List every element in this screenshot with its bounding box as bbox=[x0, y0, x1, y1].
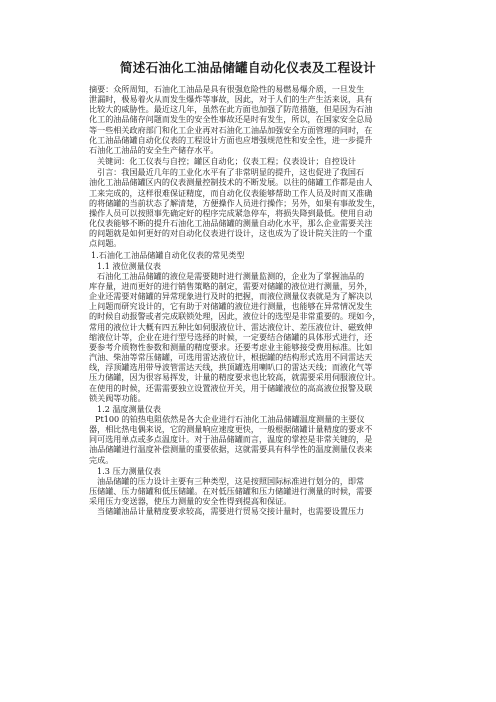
paragraph-line: 压力储罐，因为很容易挥发，计量的精度要求也比较高，就需要采用伺服液位计。 bbox=[89, 372, 381, 383]
paragraph-line: 常用的液位计大概有四五种比如伺服液位计、雷达液位计、差压液位计、磁致伸 bbox=[89, 321, 373, 332]
paragraph-line: 工来完成的，这样很难保证精度，而自动化仪表能够帮助工作人员及时而又准确 bbox=[89, 187, 373, 198]
article-body bbox=[89, 84, 411, 517]
paragraph-line: 企业还需要对储罐的异常现象进行及时的把握，而液位测量仪表就是为了解决以 bbox=[89, 291, 373, 302]
abstract-line: 摘要：众所周知，石油化工油品是具有很强危险性的易燃易爆介质，一旦发生 bbox=[89, 84, 365, 94]
paragraph-line: 的问题就是如何更好的对自动化仪表进行设计，这也成为了设计院关注的一个重 bbox=[89, 228, 373, 239]
subsection-heading: 1.3 压力测量仪表 bbox=[97, 465, 162, 476]
paragraph-line: 库存量，进而更好的进行销售策略的制定，需要对储罐的液位进行测量，另外， bbox=[89, 280, 373, 291]
paragraph-line: 汽油、柴油等常压储罐，可选用雷达液位计，根据罐的结构形式选用不同雷达天 bbox=[89, 352, 373, 363]
paragraph-line: 缩液位计等，企业在进行型号选择的时候，一定要结合储罐的具体形式进行，还 bbox=[89, 331, 373, 342]
article-title: 简述石油化工油品储罐自动化仪表及工程设计 bbox=[119, 60, 376, 75]
paragraph-line: 的将储罐的当前状态了解清楚，方便操作人员进行操作；另外，如果有事故发生， bbox=[89, 197, 381, 208]
paragraph-line: 器，相比热电偶来说，它的测量响应速度更快，一般根据储罐计量精度的要求不 bbox=[89, 424, 373, 435]
paragraph-line: 压储罐、压力储罐和低压储罐。在对低压储罐和压力储罐进行测量的时候，需要 bbox=[89, 486, 373, 497]
paragraph-line: 油品储罐进行温度补偿测量的重要依据，这就需要具有科学性的温度测量仪表来 bbox=[89, 444, 373, 455]
paragraph-line: Pt100 的铂热电阻依然是各大企业进行石油化工油品储罐温度测量的主要仪 bbox=[95, 414, 365, 424]
paragraph-line: 线，浮顶罐选用带导波管雷达天线，拱顶罐选用喇叭口的雷达天线；而液化气等 bbox=[89, 362, 373, 373]
abstract-line: 石油化工油品的安全生产储存水平。 bbox=[89, 144, 219, 155]
paragraph-line: 同可选用单点或多点温度计。对于油品储罐而言，温度的掌控是非常关键的，是 bbox=[89, 434, 373, 445]
keywords-line: 关键词：化工仪表与自控；罐区自动化；仪表工程；仪表设计；自控设计 bbox=[97, 156, 357, 167]
paragraph-line: 在使用的时候，还需需要独立设置液位开关，用于储罐液位的高高液位报警及联 bbox=[89, 382, 373, 393]
subsection-heading: 1.2 温度测量仪表 bbox=[97, 403, 162, 414]
paragraph-line: 完成。 bbox=[89, 454, 114, 465]
paragraph-line: 上问题而研究设计的，它有助于对储罐的液位进行测量，也能够在异常情况发生 bbox=[89, 301, 373, 312]
abstract-line: 化工油品储罐自动化仪表的工程设计方面也应增强规范性和安全性，进一步提升 bbox=[89, 134, 373, 145]
paragraph-line: 要参考介质物性参数和测量的精度要求。还要考虑业主能够接受费用标准。比如 bbox=[89, 341, 373, 352]
paragraph-line: 的时候自动报警或者完成联锁处理，因此，液位计的选型是非常重要的。现如今， bbox=[89, 311, 381, 322]
paragraph-line: 油品储罐的压力设计主要有三种类型，这是按照国际标准进行划分的，即常 bbox=[97, 475, 365, 486]
paragraph-line: 采用压力变送器，使压力测量的安全性得到提高和保证。 bbox=[89, 496, 292, 507]
paragraph-line: 点问题。 bbox=[89, 238, 122, 249]
abstract-line: 比较大的威胁性。最近这几年，虽然在此方面也加强了防范措施，但是因为石油 bbox=[89, 104, 373, 115]
subsection-heading: 1.1 液位测量仪表 bbox=[97, 260, 162, 271]
abstract-line: 化工的油品储存问题而发生的安全性事故还是时有发生，所以，在国家安全总局 bbox=[89, 114, 373, 125]
abstract-line: 等一些相关政府部门和化工企业再对石油化工油品加强安全方面管理的同时，在 bbox=[89, 124, 373, 135]
paragraph-line: 石油化工油品储罐的液位是需要随时进行测量监测的，企业为了掌握油品的 bbox=[97, 270, 365, 281]
paragraph-line: 锁关阀等功能。 bbox=[89, 392, 146, 403]
abstract-line: 泄漏时，极易着火从而发生爆炸等事故，因此，对于人们的生产生活来说，具有 bbox=[89, 94, 373, 105]
paragraph-line: 当储罐油品计量精度要求较高，需要进行贸易交接计量时，也需要设置压力 bbox=[97, 506, 365, 517]
paragraph-line: 引言：我国最近几年的工业化水平有了非常明显的提升，这也促进了我国石 bbox=[97, 167, 365, 178]
paragraph-line: 化仪表能够不断的提升石油化工油品储罐的测量自动化水平，那么企业需要关注 bbox=[89, 218, 373, 229]
paragraph-line: 操作人员可以按照事先确定好的程序完成紧急停车，将损失降到最低。使用自动 bbox=[89, 207, 373, 218]
section-heading: 1.石油化工油品储罐自动化仪表的常见类型 bbox=[91, 249, 245, 260]
paragraph-line: 油化工油品储罐区内的仪表测量控制技术的不断发展。以往的储罐工作都是由人 bbox=[89, 177, 373, 188]
